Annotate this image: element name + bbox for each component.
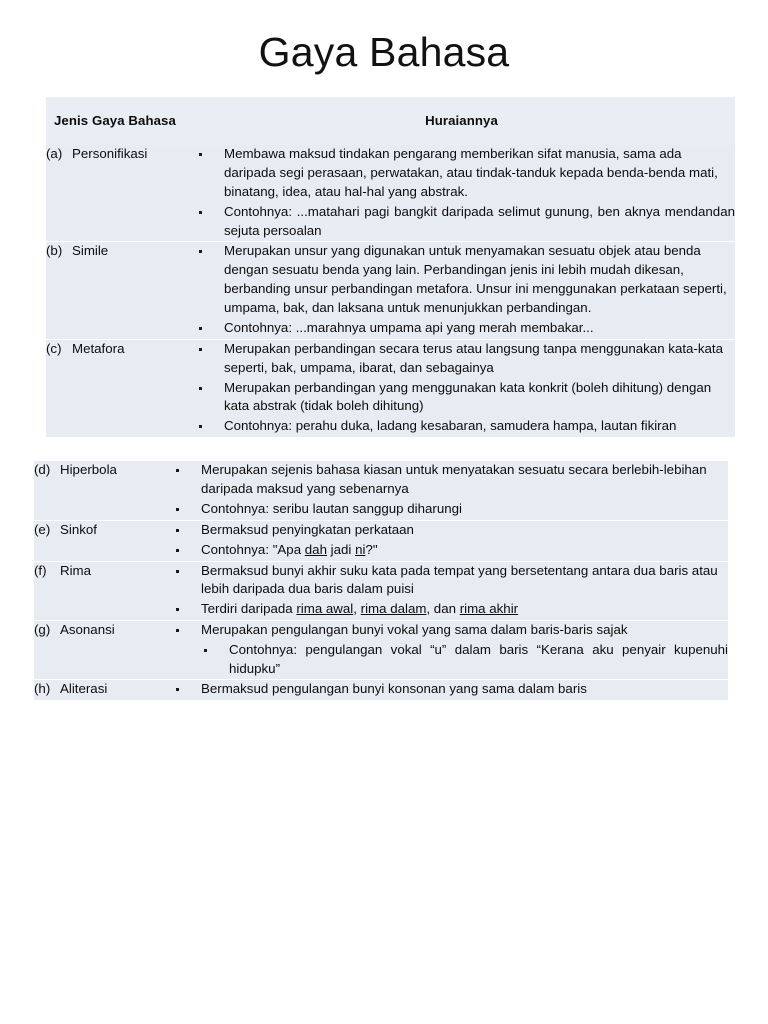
table-row (46, 145, 735, 242)
bullet-text: Merupakan pengulangan bunyi vokal yang sama dalam baris-baris sajak (201, 622, 628, 638)
bullet-list (165, 621, 728, 640)
table-part-2-clip (0, 437, 768, 700)
bullet-item (165, 500, 728, 519)
bullet-text: Contohnya: pengulangan vokal “u” dalam baris “Kerana aku penyair kupenuhi hidupku” (229, 642, 728, 676)
cell-gaya-bahasa-name (34, 561, 165, 621)
page-title: Gaya Bahasa (258, 29, 510, 75)
bullet-item (188, 242, 735, 318)
table-rows-part-2 (34, 461, 728, 700)
bullet-item (165, 461, 728, 499)
table-row (34, 621, 728, 680)
cell-gaya-bahasa-name (46, 339, 188, 437)
row-label: (g) (34, 622, 51, 638)
bullet-list (188, 242, 735, 337)
cell-description (165, 679, 728, 699)
table-row (46, 242, 735, 339)
bullet-text: Bermaksud penyingkatan perkataan (201, 521, 414, 537)
text-fragment: , dan (426, 601, 460, 617)
cell-gaya-bahasa-name (46, 242, 188, 339)
bullet-item (165, 621, 728, 640)
bullet-item (188, 145, 735, 202)
text-fragment: Contohnya: "Apa (201, 541, 305, 557)
gaya-bahasa-table-part-2 (34, 461, 728, 700)
bullet-list (165, 461, 728, 519)
underlined-term: dah (304, 541, 327, 557)
table-row (34, 461, 728, 520)
bullet-item (165, 562, 728, 600)
row-label: (f) (34, 562, 47, 578)
sub-bullet-list (165, 641, 728, 679)
bullet-text: Bermaksud pengulangan bunyi konsonan yang sama dalam baris (201, 680, 587, 696)
cell-gaya-bahasa-name (46, 145, 188, 242)
underlined-term: ni (355, 541, 366, 557)
text-fragment: Terdiri daripada (201, 601, 297, 617)
table-header-row (46, 97, 735, 145)
bullet-list (165, 680, 728, 699)
bullet-item (165, 600, 728, 619)
table-rows-part-1 (46, 145, 735, 437)
bullet-item (165, 680, 728, 699)
bullet-list (165, 562, 728, 620)
bullet-text: Contohnya: ...marahnya umpama api yang merah membakar... (224, 319, 594, 335)
bullet-list (188, 340, 735, 436)
row-name: Rima (60, 562, 92, 578)
column-header-description: Huraiannya (188, 97, 735, 145)
cell-description (165, 621, 728, 680)
bullet-text: Merupakan sejenis bahasa kiasan untuk menyatakan sesuatu secara berlebih-lebihan daripada maksud yang sebenarnya (201, 462, 707, 497)
bullet-text: Merupakan perbandingan secara terus atau langsung tanpa menggunakan kata-kata seperti, bak, umpama, ibarat, dan sebagainya (224, 340, 723, 375)
cell-description (165, 461, 728, 520)
table-row (34, 561, 728, 621)
bullet-text: Merupakan unsur yang digunakan untuk menyamakan sesuatu objek atau benda dengan sesuatu benda yang lain. Perbandingan jenis ini lebih mudah dikesan, berbanding unsur perbandingan metafora. Unsur ini menggunakan perkataan seperti, umpama, bak, dan laksana untuk menunjukkan perbandingan. (224, 243, 727, 316)
column-header-kind: Jenis Gaya Bahasa (46, 97, 188, 145)
row-label: (d) (34, 462, 51, 478)
bullet-text: Contohnya: seribu lautan sanggup diharungi (201, 500, 462, 516)
row-name: Metafora (72, 340, 125, 356)
row-label: (a) (46, 146, 63, 162)
bullet-item (188, 379, 735, 417)
underlined-term: rima awal (296, 601, 354, 617)
row-label: (h) (34, 680, 51, 696)
row-name: Aliterasi (60, 680, 108, 696)
underlined-term: rima dalam (360, 601, 427, 617)
cell-gaya-bahasa-name (34, 621, 165, 680)
bullet-item (193, 641, 728, 679)
cell-gaya-bahasa-name (34, 520, 165, 561)
cell-gaya-bahasa-name (34, 679, 165, 699)
text-fragment: ?" (365, 541, 378, 557)
cell-description (188, 145, 735, 242)
bullet-item (188, 417, 735, 436)
bullet-text: Membawa maksud tindakan pengarang memberikan sifat manusia, sama ada daripada segi perasaan, perwatakan, atau tindak-tanduk kepada benda-benda mati, binatang, idea, atau hal-hal yang abstrak. (224, 146, 718, 199)
bullet-text: Contohnya: ...matahari pagi bangkit daripada selimut gunung, ben aknya mendandan sejuta persoalan (224, 203, 735, 238)
row-name: Personifikasi (72, 146, 148, 162)
bullet-list (188, 145, 735, 240)
table-row (34, 520, 728, 561)
table-body (46, 97, 735, 145)
row-name: Sinkof (60, 521, 97, 537)
row-label: (b) (46, 243, 63, 259)
cell-description (188, 339, 735, 437)
table-row (46, 339, 735, 437)
bullet-item (165, 521, 728, 540)
cell-gaya-bahasa-name (34, 461, 165, 520)
table-row (34, 679, 728, 699)
bullet-text (201, 601, 518, 616)
row-name: Asonansi (60, 622, 115, 638)
underlined-term: rima akhir (459, 601, 519, 617)
cell-description (165, 520, 728, 561)
row-name: Hiperbola (60, 462, 117, 478)
row-label: (c) (46, 340, 62, 356)
bullet-text: Contohnya: perahu duka, ladang kesabaran, samudera hampa, lautan fikiran (224, 418, 677, 434)
cell-description (188, 242, 735, 339)
cell-description (165, 561, 728, 621)
text-fragment: , (353, 601, 361, 617)
gaya-bahasa-table-part-1 (46, 97, 735, 437)
bullet-text: Bermaksud bunyi akhir suku kata pada tempat yang bersetentang antara dua baris atau lebih daripada dua baris dalam puisi (201, 562, 718, 597)
bullet-item (188, 203, 735, 241)
row-label: (e) (34, 521, 51, 537)
text-fragment: jadi (326, 541, 356, 557)
bullet-item (188, 340, 735, 378)
bullet-text (201, 542, 378, 557)
bullet-list (165, 521, 728, 560)
row-name: Simile (72, 243, 109, 259)
bullet-item (165, 541, 728, 560)
bullet-item (188, 319, 735, 338)
bullet-text: Merupakan perbandingan yang menggunakan kata konkrit (boleh dihitung) dengan kata abstrak (tidak boleh dihitung) (224, 379, 712, 414)
